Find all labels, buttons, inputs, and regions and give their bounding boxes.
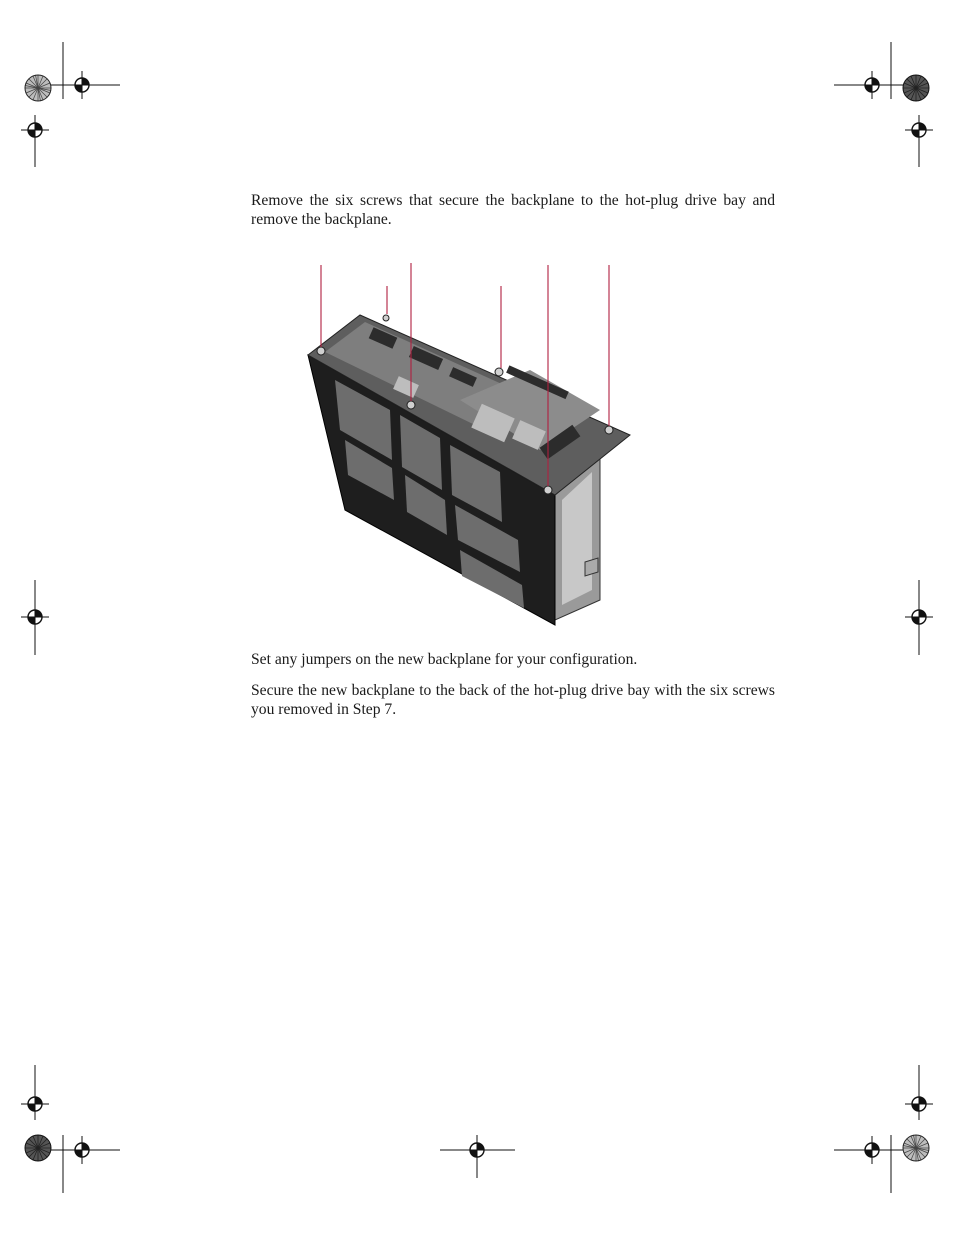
backplane-drive-bay-photo-icon — [300, 260, 640, 630]
registration-star-light-icon — [903, 1135, 929, 1161]
registration-target-icon — [905, 1090, 933, 1118]
registration-target-icon — [858, 1136, 886, 1164]
registration-target-icon — [68, 1136, 96, 1164]
registration-target-icon — [21, 116, 49, 144]
registration-target-icon — [858, 71, 886, 99]
registration-target-icon — [905, 116, 933, 144]
registration-target-icon — [68, 71, 96, 99]
registration-star-dark-icon — [903, 75, 929, 101]
registration-target-icon — [21, 603, 49, 631]
registration-star-light-icon — [25, 75, 51, 101]
registration-star-dark-icon — [25, 1135, 51, 1161]
registration-target-icon — [463, 1136, 491, 1164]
instruction-remove-backplane: Remove the six screws that secure the backplane to the hot-plug drive bay and remove the backplane. — [251, 192, 775, 228]
instruction-set-jumpers: Set any jumpers on the new backplane for your configuration. — [251, 651, 638, 668]
registration-target-icon — [21, 1090, 49, 1118]
registration-target-icon — [905, 603, 933, 631]
instruction-secure-backplane: Secure the new backplane to the back of the hot-plug drive bay with the six screws you removed in Step 7. — [251, 682, 775, 718]
